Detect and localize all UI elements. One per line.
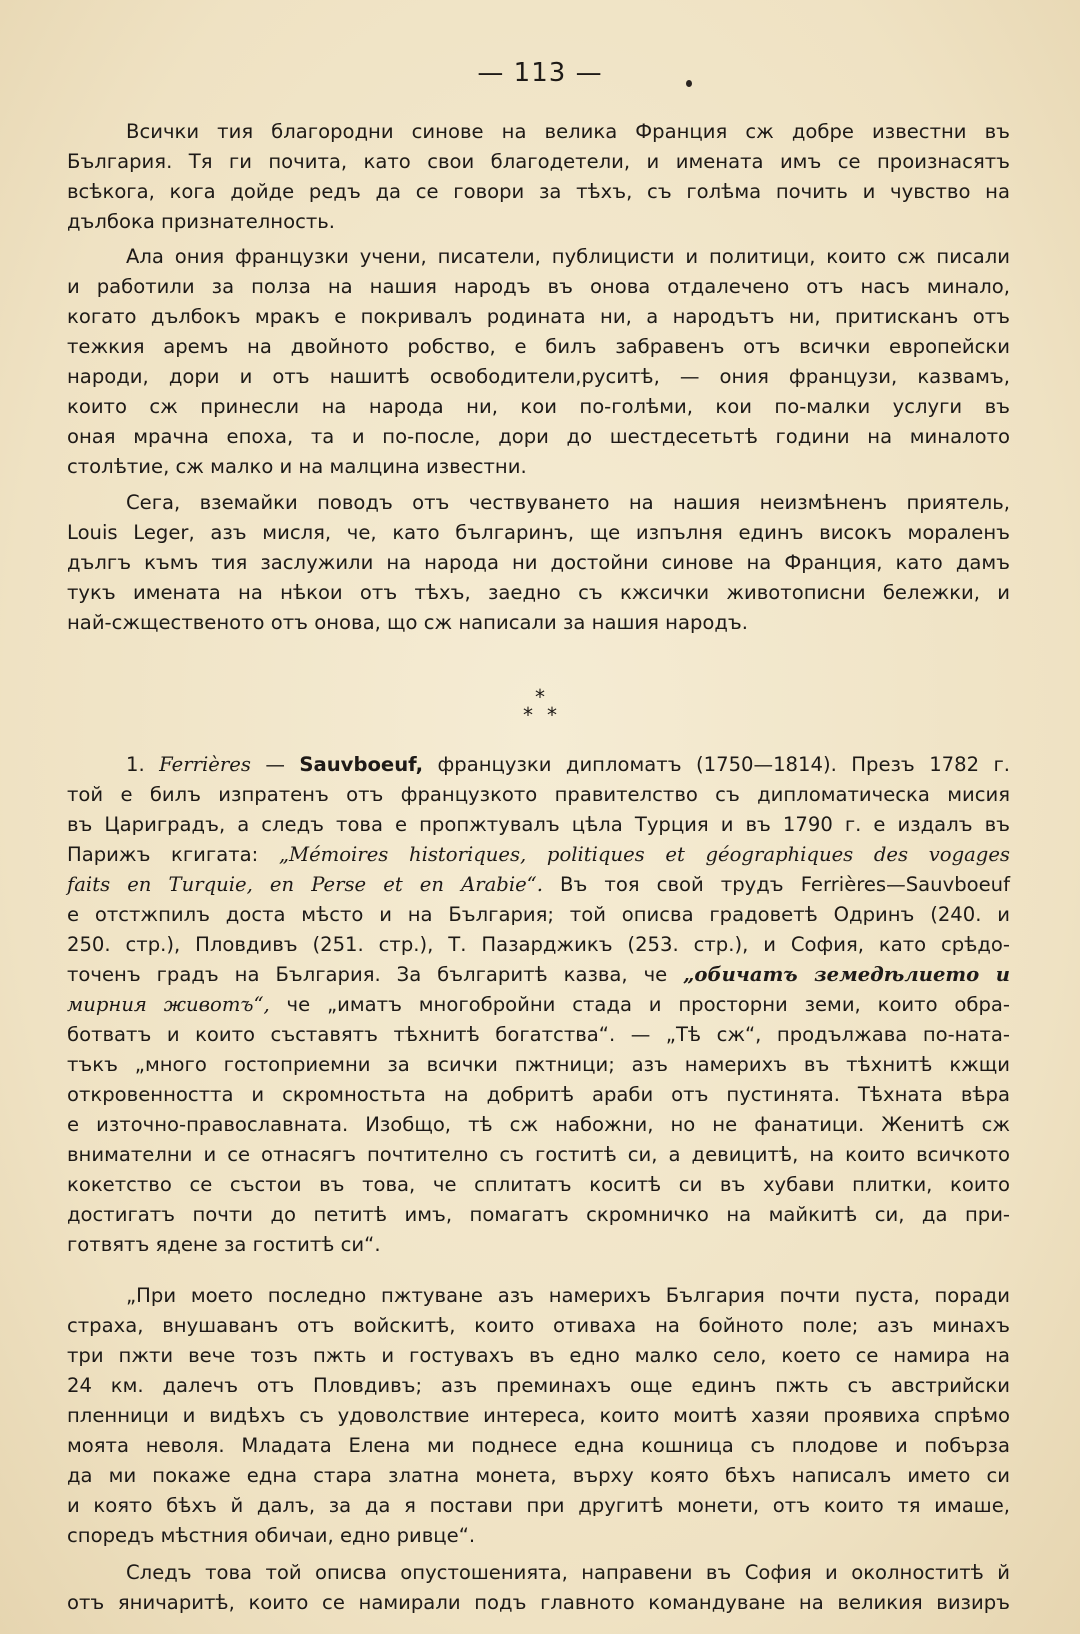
text-line: три пжти вече тозъ пжть и гостувахъ въ едно малко село, което се намира на	[67, 1344, 1010, 1367]
text-line: столѣтие, сж малко и на малцина известни.	[67, 455, 527, 478]
text-line: откровенността и скромностьта на добритѣ араби отъ пустинята. Тѣхната вѣра	[67, 1083, 1010, 1106]
text-line	[67, 990, 1010, 1020]
book-followup: Въ тоя свой трудъ Ferrières—Sauvboeuf	[560, 873, 1010, 896]
text-line: тъкъ „много гостоприемни за всички пжтници; азъ намерихъ въ тѣхнитѣ кжщи	[67, 1053, 1010, 1076]
text-line	[67, 840, 1010, 870]
text-line: и работили за полза на нашия народъ въ онова отдалечено отъ насъ минало,	[67, 275, 1010, 298]
text-line: да ми покаже една стара златна монета, върху която бѣхъ написалъ името си	[67, 1464, 1010, 1487]
entry-number: 1.	[126, 753, 145, 776]
text-line: дългъ къмъ тия заслужили на народа ни достойни синове на Франция, като дамъ	[67, 551, 1010, 574]
text-line: Louis Leger, азъ мисля, че, като българинъ, ще изпълня единъ високъ мораленъ	[67, 521, 1010, 544]
text-line: кокетство се състои въ това, че сплитатъ коситѣ си въ хубави плитки, които	[67, 1173, 1010, 1196]
entry-name-bold: Sauvboeuf,	[299, 753, 424, 776]
quote-italic: мирния животъ“,	[67, 993, 270, 1016]
asterisk-bottom: **	[523, 703, 571, 727]
text-line: пленници и видѣхъ съ удоволствие интереса, които моитѣ хазяи проявиха спрѣмо	[67, 1404, 1010, 1427]
text-segment: че „иматъ многобройни стада и просторни земи, които обра-	[286, 993, 1010, 1016]
text-segment: точенъ градъ на България. За българитѣ казва, че	[67, 963, 668, 986]
entry-description: французки дипломатъ (1750—1814). Презъ 1782 г.	[437, 753, 1011, 776]
text-line: отъ яничаритѣ, които се намирали подъ главното командуване на великия визиръ	[67, 1591, 1010, 1614]
text-line: „При моето последно пжтуване азъ намерихъ България почти пуста, поради	[126, 1284, 1010, 1307]
text-line	[67, 870, 1010, 900]
ink-spot	[686, 80, 692, 87]
text-line: е източно-православната. Изобщо, тѣ сж набожни, но не фанатици. Женитѣ сж	[67, 1113, 1010, 1136]
text-line: внимателни и се отнасягъ почтително съ гоститѣ си, а девицитѣ, на които всичкото	[67, 1143, 1010, 1166]
text-line: моята неволя. Младата Елена ми поднесе една кошница съ плодове и побърза	[67, 1434, 1010, 1457]
text-line: ботватъ и които съставятъ тѣхнитѣ богатства“. — „Тѣ сж“, продължава по-ната-	[67, 1023, 1010, 1046]
text-line: България. Тя ги почита, като свои благодетели, и имената имъ се произнасятъ	[67, 150, 1010, 173]
entry-name-italic: Ferrières	[159, 753, 251, 776]
text-line: 24 км. далечъ отъ Пловдивъ; азъ преминахъ още единъ пжть съ австрийски	[67, 1374, 1010, 1397]
text-line: и която бѣхъ й далъ, за да я постави при другитѣ монети, отъ които тя имаше,	[67, 1494, 1010, 1517]
entry-dash: —	[265, 753, 285, 776]
book-title-part-2: faits en Turquie, en Perse et en Arabie“.	[67, 873, 543, 896]
text-line: Ала ония французки учени, писатели, публицисти и политици, които сж писали	[126, 245, 1010, 268]
entry-heading-line	[126, 750, 1010, 780]
text-line: готвятъ ядене за гоститѣ си“.	[67, 1233, 381, 1256]
text-line: 250. стр.), Пловдивъ (251. стр.), Т. Пазарджикъ (253. стр.), и София, като срѣдо-	[67, 933, 1010, 956]
text-line: Сега, вземайки поводъ отъ чествуването на нашия неизмѣненъ приятель,	[126, 491, 1010, 514]
text-line: страха, внушаванъ отъ войскитѣ, които отиваха на бойното поле; азъ минахъ	[67, 1314, 1010, 1337]
text-line: тукъ имената на нѣкои отъ тѣхъ, заедно съ кжсички животописни бележки, и	[67, 581, 1010, 604]
text-line: той е билъ изпратенъ отъ французкото правителство съ дипломатическа мисия	[67, 783, 1010, 806]
text-line: най-сжщественото отъ онова, що сж написали за нашия народъ.	[67, 611, 749, 634]
section-separator	[0, 685, 1080, 727]
text-line: достигатъ почти до петитѣ имъ, помагатъ скромничко на майкитѣ си, да при-	[67, 1203, 1010, 1226]
text-line: Всички тия благородни синове на велика Франция сж добре известни въ	[126, 120, 1010, 143]
text-line: оная мрачна епоха, та и по-после, дори до шестдесетьтѣ години на миналото	[67, 425, 1010, 448]
text-line: е отстжпилъ доста мѣсто и на България; той описва градоветѣ Одринъ (240. и	[67, 903, 1010, 926]
book-intro: Парижъ кгигата:	[67, 843, 259, 866]
asterisk-top: *	[535, 685, 545, 709]
quote-italic: „обичатъ земедѣлието и	[683, 963, 1010, 986]
text-line: Следъ това той описва опустошенията, направени въ София и околноститѣ й	[126, 1561, 1010, 1584]
text-line: тежкия аремъ на двойното робство, е билъ забравенъ отъ всички европейски	[67, 335, 1010, 358]
text-line: споредъ мѣстния обичаи, едно ривце“.	[67, 1524, 476, 1547]
page-number: — 113 —	[477, 58, 603, 88]
text-line	[67, 960, 1010, 990]
text-line: народи, дори и отъ нашитѣ освободители,руситѣ, — ония французи, казвамъ,	[67, 365, 1010, 388]
text-line: когато дълбокъ мракъ е покривалъ родината ни, а народътъ ни, притисканъ отъ	[67, 305, 1010, 328]
text-line: дълбока признателность.	[67, 210, 336, 233]
text-line: всѣкога, кога дойде редъ да се говори за тѣхъ, съ голѣма почить и чувство на	[67, 180, 1010, 203]
book-title-part-1: „Mémoires historiques, politiques et géographiques des vogages	[278, 843, 1010, 866]
text-line: въ Цариградъ, а следъ това е пропжтувалъ цѣла Турция и въ 1790 г. е издалъ въ	[67, 813, 1010, 836]
text-line: които сж принесли на народа ни, кои по-голѣми, кои по-малки услуги въ	[67, 395, 1010, 418]
